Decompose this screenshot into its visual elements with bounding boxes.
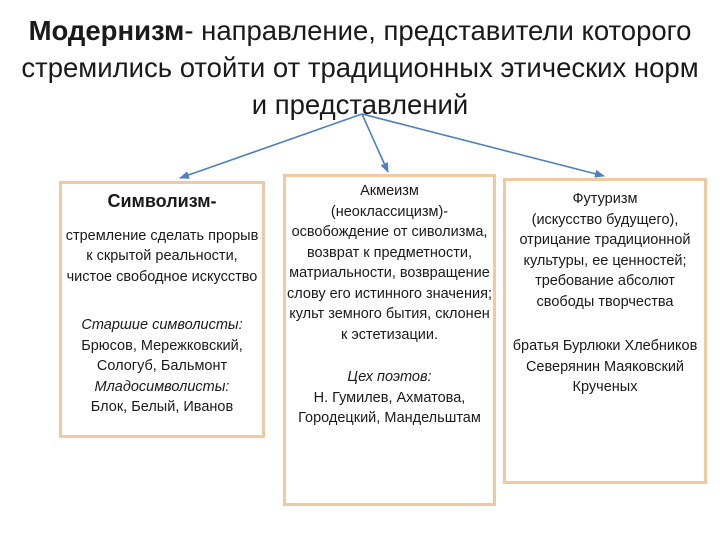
acmeism-box xyxy=(283,174,496,506)
junior-symbolists-label: Младосимволисты: xyxy=(94,378,230,395)
futurism-representatives xyxy=(506,336,704,398)
poets-guild-label: Цех поэтов: xyxy=(347,369,432,385)
symbolism-representatives xyxy=(62,315,262,418)
junior-symbolists-names: Блок, Белый, Иванов xyxy=(90,399,234,415)
senior-symbolists-names: Брюсов, Мережковский, Сологуб, Бальмонт xyxy=(81,337,243,374)
title-term: Модернизм xyxy=(28,15,185,46)
symbolism-heading: Символизм- xyxy=(107,191,217,211)
page-title xyxy=(20,12,700,123)
futurism-heading: Футуризм xyxy=(572,191,638,207)
acmeism-description: (неоклассицизм)-освобождение от сиволизма, возврат к предметности, матриальности, возвращение слову его истинного значения; культ земного бытия, склонен к эстетизации. xyxy=(287,203,492,343)
title-definition: - направление, представители которого стремились отойти от традиционных этических норм и представлений xyxy=(21,15,699,120)
symbolism-box xyxy=(59,181,265,438)
futurism-description: (искусство будущего), отрицание традиционной культуры, ее ценностей; требование абсолют свободы творчества xyxy=(519,211,691,310)
symbolism-description: стремление сделать прорыв к скрытой реальности, чистое свободное искусство xyxy=(65,227,259,285)
acmeism-representatives xyxy=(286,367,493,429)
senior-symbolists-label: Старшие символисты: xyxy=(81,317,243,333)
arrow-to-symbolism xyxy=(180,114,362,178)
acmeism-names: Н. Гумилев, Ахматова, Городецкий, Мандельштам xyxy=(298,389,481,426)
futurism-names: братья Бурлюки Хлебников Северянин Маяковский Крученых xyxy=(512,338,698,395)
futurism-box xyxy=(503,178,707,484)
arrow-to-futurism xyxy=(362,114,604,176)
acmeism-heading: Акмеизм xyxy=(360,183,419,199)
